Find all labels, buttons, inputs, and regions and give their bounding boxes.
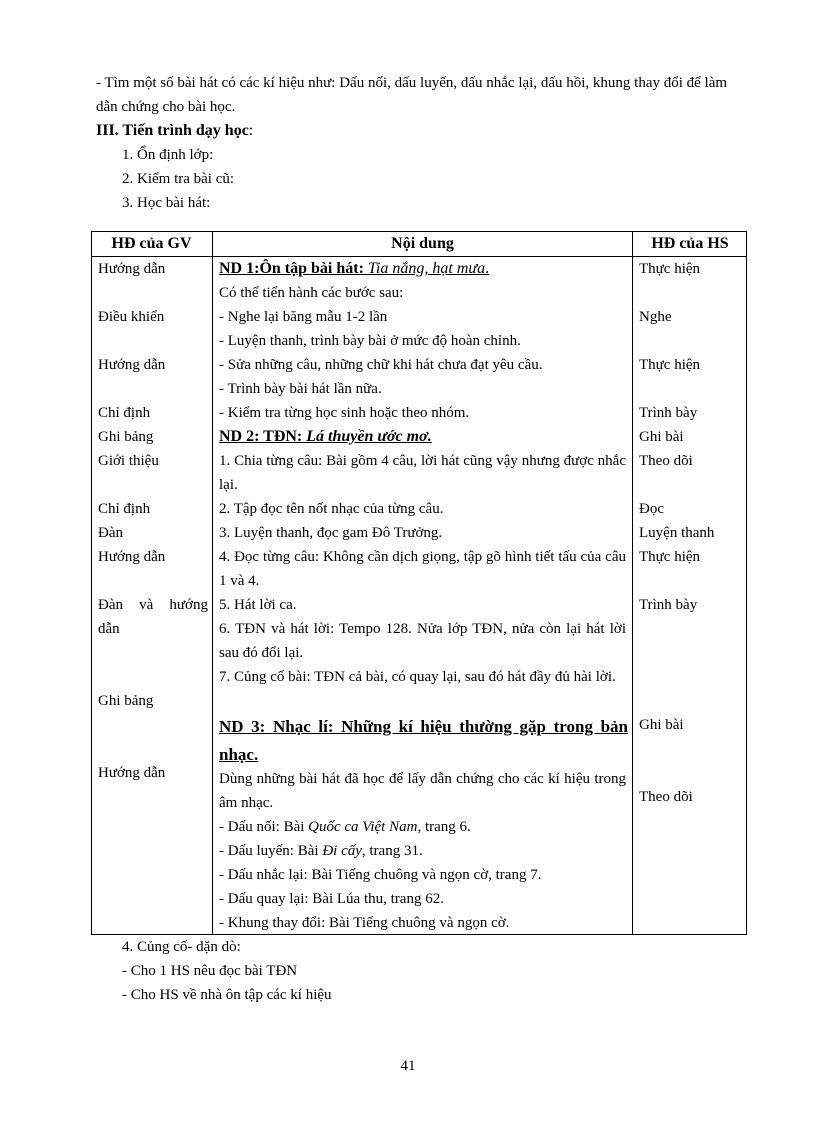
nd3-line: - Khung thay đổi: Bài Tiếng chuông và ngọn cờ. xyxy=(219,915,510,931)
nd1-title xyxy=(219,257,626,281)
nd1-title-suffix: . xyxy=(485,260,490,277)
nd3-desc: Dùng những bài hát đã học để lấy dẫn chứng cho các kí hiệu trong âm nhạc. xyxy=(219,771,626,811)
hs-cell: Nghe xyxy=(639,309,672,325)
hs-cell: Luyện thanh xyxy=(639,525,715,541)
nd2-item: 1. Chia từng câu: Bài gồm 4 câu, lời hát cũng vậy nhưng được nhắc lại. xyxy=(219,453,626,493)
hs-cell: Trình bày xyxy=(639,405,698,421)
nd2-item: 3. Luyện thanh, đọc gam Đô Trưởng. xyxy=(219,525,443,541)
gv-cell: Hướng dẫn xyxy=(98,357,166,373)
nd2-title-prefix: ND 2: TĐN: xyxy=(219,428,307,445)
header-nd: Nội dung xyxy=(391,235,454,252)
header-gv: HĐ của GV xyxy=(111,235,192,252)
nd1-title-prefix: ND 1:Ôn tập bài hát: xyxy=(219,260,368,277)
nd1-line: - Luyện thanh, trình bày bài ở mức độ hoàn chỉnh. xyxy=(219,333,521,349)
nd3-line xyxy=(219,815,626,839)
hs-cell: Ghi bài xyxy=(639,717,684,733)
section-heading-colon: : xyxy=(248,122,254,139)
hs-cell: Trình bày xyxy=(639,597,698,613)
table-divider xyxy=(632,231,633,935)
gv-cell: Chỉ định xyxy=(98,405,151,421)
nd1-line: - Nghe lại băng mẫu 1-2 lần xyxy=(219,309,388,325)
gv-cell: Hướng dẫn xyxy=(98,765,166,781)
table-divider xyxy=(212,231,213,935)
nd3-noi-song: Quốc ca Việt Nam xyxy=(308,819,418,835)
nd2-item: 4. Đọc từng câu: Không cần dịch giọng, tập gõ hình tiết tấu của câu 1 và 4. xyxy=(219,549,626,589)
nd3-noi-prefix: - Dấu nối: Bài xyxy=(219,819,309,835)
gv-cell: Ghi bảng xyxy=(98,693,154,709)
closing-line: - Cho HS về nhà ôn tập các kí hiệu xyxy=(122,987,332,1003)
step-item: 1. Ổn định lớp: xyxy=(122,147,214,163)
hs-cell: Đọc xyxy=(639,501,664,517)
closing-section xyxy=(122,935,332,1007)
nd2-item: 6. TĐN và hát lời: Tempo 128. Nửa lớp TĐN, nửa còn lại hát lời sau đó đổi lại. xyxy=(219,621,626,661)
nd1-line: - Kiểm tra từng học sinh hoặc theo nhóm. xyxy=(219,405,470,421)
hs-cell: Thực hiện xyxy=(639,357,701,373)
step-item: 2. Kiểm tra bài cũ: xyxy=(122,171,235,187)
gv-cell: Chỉ định xyxy=(98,501,151,517)
hs-cell: Theo dõi xyxy=(639,453,693,469)
nd3-line xyxy=(219,839,626,863)
page-number: 41 xyxy=(400,1058,416,1074)
gv-cell: Điều khiển xyxy=(98,309,165,325)
nd3-luyen-prefix: - Dấu luyến: Bài xyxy=(219,843,323,859)
nd3-luyen-suffix: , trang 31. xyxy=(361,843,423,859)
section-heading xyxy=(96,119,253,143)
nd3-noi-suffix: , trang 6. xyxy=(417,819,471,835)
hs-cell: Thực hiện xyxy=(639,261,701,277)
nd3-line: - Dấu quay lại: Bài Lúa thu, trang 62. xyxy=(219,891,444,907)
step-item: 3. Học bài hát: xyxy=(122,195,211,211)
nd1-line: - Trình bày bài hát lần nữa. xyxy=(219,381,382,397)
nd2-title-song: Lá thuyền ước mơ. xyxy=(306,428,432,445)
gv-cell: Hướng dẫn xyxy=(98,549,166,565)
nd2-item: 5. Hát lời ca. xyxy=(219,597,297,613)
nd3-title: ND 3: Nhạc lí: Những kí hiệu thường gặp trong bản nhạc. xyxy=(219,717,628,764)
steps-list xyxy=(122,143,234,215)
nd2-item: 7. Củng cố bài: TĐN cả bài, có quay lại, sau đó hát đầy đủ hài lời. xyxy=(219,669,616,685)
header-hs: HĐ của HS xyxy=(651,235,729,252)
nd3-luyen-song: Đi cấy xyxy=(322,843,362,859)
nd1-line: - Sửa những câu, những chữ khi hát chưa đạt yêu cầu. xyxy=(219,357,543,373)
gv-cell: Đàn xyxy=(98,525,123,541)
nd2-item: 2. Tập đọc tên nốt nhạc của từng câu. xyxy=(219,501,444,517)
nd2-title xyxy=(219,425,626,449)
nd1-title-song: Tia nắng, hạt mưa xyxy=(367,260,486,277)
hs-cell: Thực hiện xyxy=(639,549,701,565)
section-heading-text: III. Tiến trình dạy học xyxy=(96,122,249,139)
hs-cell: Theo dõi xyxy=(639,789,693,805)
nd1-line: Có thể tiến hành các bước sau: xyxy=(219,285,404,301)
closing-title: 4. Củng cố- dặn dò: xyxy=(122,939,241,955)
gv-cell: Ghi bảng xyxy=(98,429,154,445)
gv-cell: Hướng dẫn xyxy=(98,261,166,277)
gv-cell: Giới thiệu xyxy=(98,453,159,469)
gv-cell: Đàn và hướng dẫn xyxy=(98,597,208,637)
nd3-line: - Dấu nhắc lại: Bài Tiếng chuông và ngọn cờ, trang 7. xyxy=(219,867,542,883)
hs-cell: Ghi bài xyxy=(639,429,684,445)
intro-paragraph: - Tìm một số bài hát có các kí hiệu như: Dấu nối, dấu luyến, dấu nhắc lại, dấu hồi, khung thay đổi để làm dẫn chứng cho bài học. xyxy=(96,75,728,115)
closing-line: - Cho 1 HS nêu đọc bài TĐN xyxy=(122,963,298,979)
